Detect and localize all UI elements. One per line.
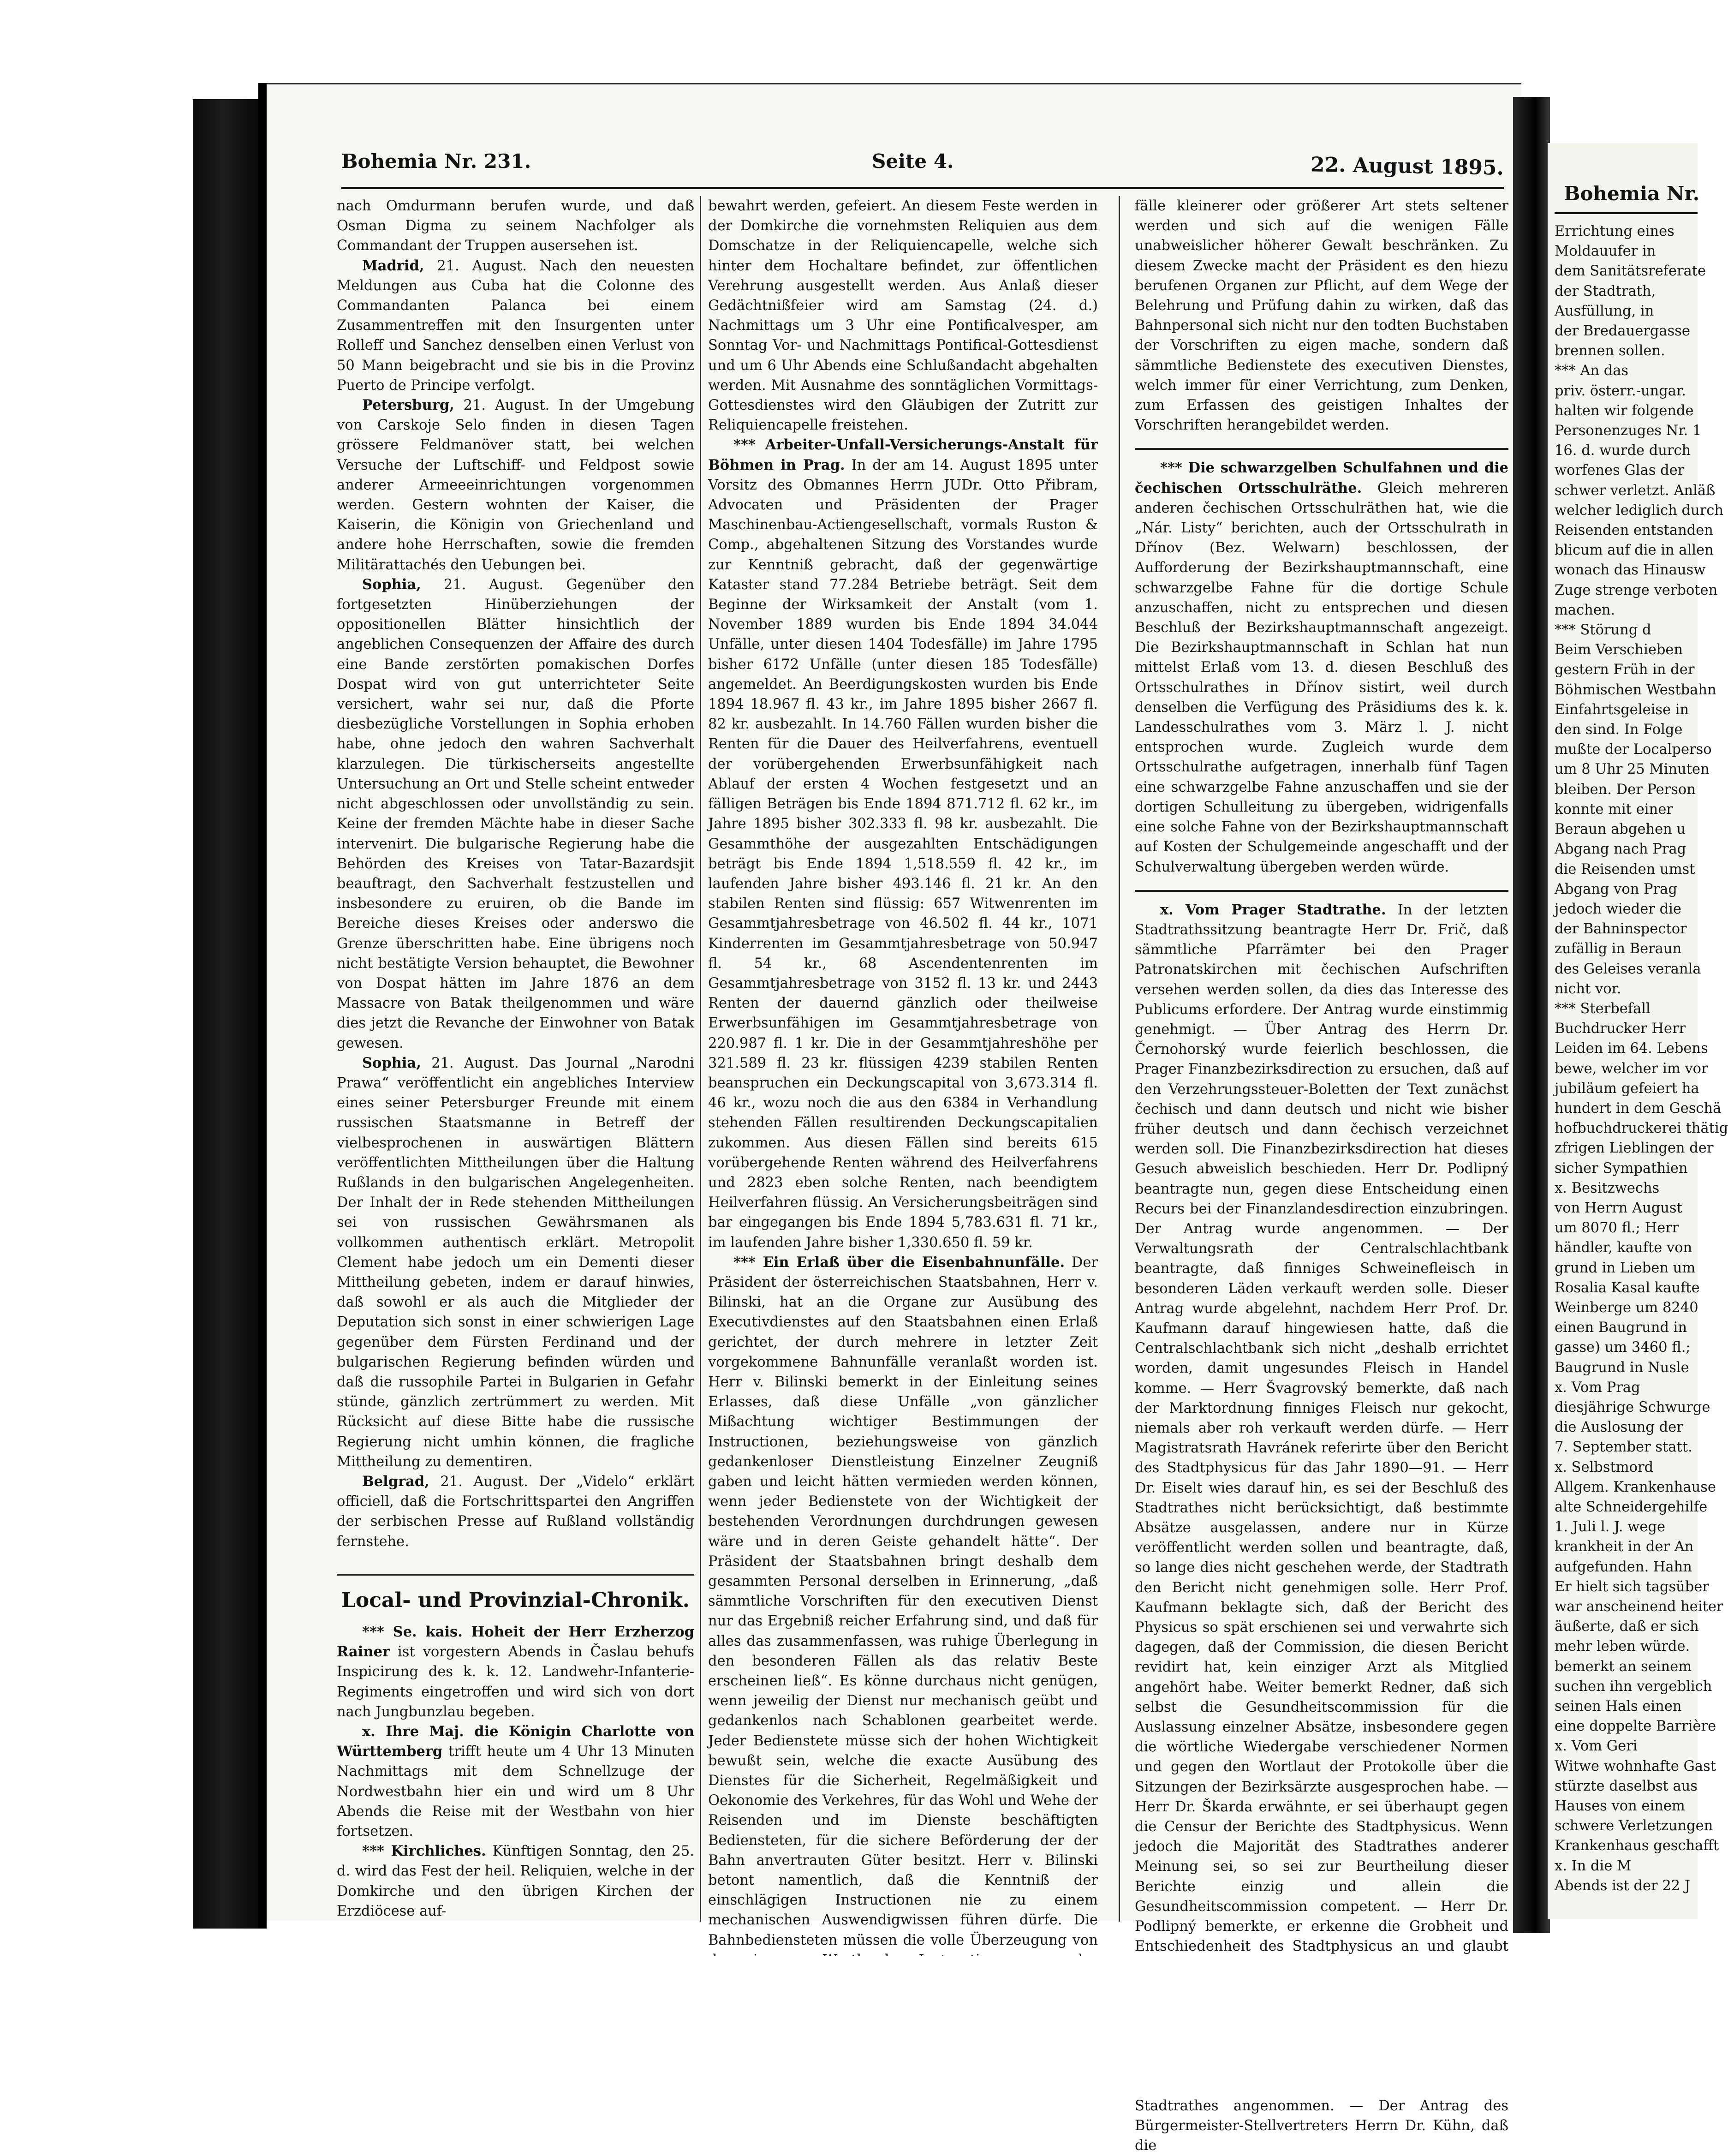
adjacent-page-header: Bohemia Nr. (1564, 182, 1700, 205)
page-header (341, 150, 1504, 178)
item-stadtrath-head: x. Vom Prager Stadtrathe. (1160, 901, 1386, 918)
adjacent-line: Leiden im 64. Lebens (1555, 1040, 1708, 1057)
news-madrid-body: 21. August. Nach den neuesten Meldungen aus Cuba hat die Colonne des Commandanten Palanca bei einem Zusammentreffen mit den Insurgenten unter Rolleff und Sanchez denselben einen Verlust von 50 Mann beigebracht und sie bis in die Provinz Puerto de Principe verfolgt. (337, 257, 694, 394)
adjacent-line: eine doppelte Barrière (1555, 1718, 1716, 1735)
book-spine (193, 99, 267, 1929)
column-divider-2 (1119, 196, 1120, 1922)
scan-margin-top (0, 0, 1698, 85)
adjacent-line: alte Schneidergehilfe (1555, 1499, 1708, 1515)
issue-date: 22. August 1895. (1310, 153, 1504, 180)
adjacent-line: aufgefunden. Hahn (1555, 1559, 1692, 1575)
scan-margin-bottom (0, 1956, 1698, 2096)
article-continuation: fälle kleinerer oder größerer Art stets seltener werden und sich auf die wenigen Fälle unabweislicher höherer Gewalt beschränken. Zu diesem Zwecke macht der Präsident es den hiezu berufenen Organen zur Pflicht, auf dem Wege der Belehrung und Prüfung dahin zu wirken, daß das Bahnpersonal sich nicht nur den todten Buchstaben der Vorschriften zu eigen mache, sondern daß sämmtliche Bedienstete des executiven Dienstes, welch immer für einer Verrichtung, zum Denken, zum Erfassen des geistigen Inhaltes der Vorschriften herangebildet werden. (1135, 198, 1508, 434)
adjacent-line: suchen ihn vergeblich (1555, 1678, 1712, 1695)
adjacent-line: um 8070 fl.; Herr (1555, 1220, 1679, 1236)
item-koenigin-head: x. Ihre Maj. die Königin Charlotte von Württemberg (337, 1723, 694, 1760)
item-kirchliches (337, 1841, 694, 1921)
page-gutter (1513, 97, 1550, 1933)
adjacent-line: Böhmischen Westbahn (1555, 681, 1716, 698)
adjacent-line: um 8 Uhr 25 Minuten (1555, 761, 1710, 778)
adjacent-line: x. Vom Geri (1555, 1738, 1638, 1755)
adjacent-line: brennen sollen. (1555, 343, 1665, 359)
paper-issue: Bohemia Nr. 231. (341, 150, 531, 173)
adjacent-line: Krankenhaus geschafft (1555, 1838, 1719, 1854)
adjacent-line: zufällig in Beraun (1555, 941, 1682, 957)
adjacent-line: stürzte daselbst aus (1555, 1778, 1698, 1794)
adjacent-line: zfrigen Lieblingen der (1555, 1140, 1714, 1157)
adjacent-line: Er hielt sich tagsüber (1555, 1578, 1709, 1595)
page-number: Seite 4. (872, 150, 954, 173)
adjacent-line: Moldauufer in (1555, 243, 1656, 260)
item-kirchliches-head: *** Kirchliches. (362, 1843, 486, 1860)
adjacent-line: *** An das (1555, 363, 1629, 379)
adjacent-line: schwere Verletzungen (1555, 1818, 1713, 1834)
adjacent-line: Abgang nach Prag (1555, 841, 1686, 858)
adjacent-line: Personenzuges Nr. 1 (1555, 423, 1702, 439)
section-rule (337, 1574, 694, 1576)
adjacent-line: Abgang von Prag (1555, 881, 1677, 897)
header-rule (341, 187, 1504, 189)
adjacent-line: Witwe wohnhafte Gast (1555, 1758, 1716, 1774)
adjacent-line: x. Vom Prag (1555, 1379, 1640, 1396)
item-schulfahnen (1135, 458, 1508, 877)
item-arbeiter-unfall (708, 435, 1098, 1252)
adjacent-line: Zuge strenge verboten (1555, 582, 1718, 598)
news-sophia-1-body: 21. August. Gegenüber den fortgesetzten Hinüberziehungen der oppositionellen Blätter hinsichtlich der angeblichen Consequenzen der Affaire des durch eine Bande zerstörten pomakischen Dorfes Dospat wird von gut unterrichteter Seite versichert, wahr sei nur, daß die Pforte diesbezügliche Vorstellungen in Sophia erhoben habe, ohne jedoch den wahren Sachverhalt klarzulegen. Die türkischerseits angestellte Untersuchung an Ort und Stelle scheint entweder nicht abgeschlossen oder unvollständig zu sein. Keine der fremden Mächte habe in dieser Sache intervenirt. Die bulgarische Regierung habe die Behörden des Kreises von Tatar-Bazardsjit beauftragt, den Sachverhalt festzustellen und insbesondere zu eruiren, ob die Bande im Bereiche dieses Kreises oder anderswo die Grenze überschritten habe. Eine übrigens noch nicht bestätigte Version behauptet, die Bewohner von Dospat hätten im Jahre 1876 an dem Massacre von Batak theilgenommen und wäre dies jetzt die Revanche der Einwohner von Batak gewesen. (337, 576, 694, 1051)
item-erzherzog (337, 1622, 694, 1722)
item-rule (1135, 448, 1508, 450)
adjacent-line: x. In die M (1555, 1857, 1632, 1874)
adjacent-line: halten wir folgende (1555, 402, 1694, 419)
adjacent-line: äußerte, daß er sich (1555, 1618, 1699, 1635)
adjacent-line: machen. (1555, 602, 1615, 618)
item-kirchliches-body: Künftigen Sonntag, den 25. d. wird das Fest der heil. Reliquien, welche in der Domkirche und den übrigen Kirchen der Erzdiöcese auf- (337, 1843, 694, 1919)
book-spine-edge (258, 83, 267, 1929)
column-divider-1 (700, 196, 701, 1922)
item-koenigin (337, 1722, 694, 1841)
news-petersburg-body: 21. August. In der Umgebung von Carskoje Selo finden in diesen Tagen grössere Feldmanöver statt, bei welchen Versuche der Luftschiff- und Feldpost sowie anderer Armeeeinrichtungen vorgenommen werden. Gestern wohnten der Kaiser, die Kaiserin, die Königin von Griechenland und andere hohe Herrschaften, sowie die fremden Militärattachés den Uebungen bei. (337, 397, 694, 573)
adjacent-line: mehr leben würde. (1555, 1638, 1690, 1655)
adjacent-line: *** Störung d (1555, 622, 1651, 639)
adjacent-line: bewe, welcher im vor (1555, 1060, 1708, 1077)
news-sophia-2 (337, 1053, 694, 1472)
adjacent-line: sicher Sympathien (1555, 1160, 1688, 1177)
column-1 (337, 196, 694, 1921)
adjacent-line: Ausfüllung, in (1555, 303, 1654, 319)
adjacent-line: händler, kaufte von (1555, 1240, 1692, 1256)
column-3 (1135, 196, 1508, 2156)
adjacent-line: der Bahninspector (1555, 921, 1687, 938)
adjacent-line: priv. österr.-ungar. (1555, 382, 1686, 399)
item-erzherzog-head: *** Se. kais. Hoheit der Herr Erzherzog Rainer (337, 1624, 694, 1660)
adjacent-line: jedoch wieder die (1555, 901, 1681, 917)
adjacent-line: grund in Lieben um (1555, 1260, 1696, 1276)
adjacent-line: der Stadtrath, (1555, 283, 1656, 299)
adjacent-line: bleiben. Der Person (1555, 781, 1696, 798)
news-madrid (337, 256, 694, 395)
adjacent-line: von Herrn August (1555, 1200, 1682, 1216)
adjacent-line: war anscheinend heiter (1555, 1599, 1723, 1615)
adjacent-line: Buchdrucker Herr (1555, 1021, 1686, 1037)
dateline-sophia-1: Sophia, (362, 576, 421, 593)
adjacent-line: gestern Früh in der (1555, 662, 1695, 678)
adjacent-line: Baugrund in Nusle (1555, 1359, 1689, 1376)
adjacent-line: Hauses von einem (1555, 1798, 1685, 1815)
adjacent-line: Weinberge um 8240 (1555, 1299, 1698, 1316)
adjacent-line: diesjährige Schwurge (1555, 1399, 1710, 1415)
item-erlass-body: Der Präsident der österreichischen Staatsbahnen, Herr v. Bilinski, hat an die Organe zur Ausübung des Executivdienstes auf den Staatsbahnen einen Erlaß gerichtet, der durch mehrere in letzter Zeit vorgekommene Bahnunfälle veranlaßt worden ist. Herr v. Bilinski bemerkt in der Einleitung seines Erlasses, daß diese Unfälle „von gänzlicher Mißachtung wichtiger Bestimmungen der Instructionen, beziehungsweise von gänzlich gedankenloser Dienstleistung Einzelner Zeugniß gaben und leicht hätten vermieden werden können, wenn jeder Bedienstete von der Wichtigkeit der bestehenden Verordnungen durchdrungen gewesen wäre und in deren Geiste gehandelt hätte“. Der Präsident der Staatsbahnen bringt deshalb dem gesammten Personal derselben in Erinnerung, „daß sämmtliche Vorschriften für den executiven Dienst nur das Ergebniß reicher Erfahrung sind, und daß für alles das zusammenfassen, was ruhige Überlegung in den besonderen Fällen als das relativ Beste erscheinen ließ“. Es könne durchaus nicht genügen, wenn jeweilig der Dienst nur mechanisch geübt und gedankenlos nach Schablonen gearbeitet werde. Jeder Bedienstete müsse sich der hohen Wichtigkeit bewußt sein, welche die exacte Ausübung des Dienstes für die Sicherheit, Regelmäßigkeit und Oekonomie des Verkehres, für das Wohl und Wehe der Reisenden und im Dienste beschäftigten Bediensteten, für die sichere Beförderung der der Bahn anvertrauten Güter besitzt. Herr v. Bilinski betont namentlich, daß die Kenntniß der einschlägigen Instructionen nie zu einem mechanischen Auswendigwissen führen dürfe. Die Bahnbediensteten müssen die volle Überzeugung von (708, 1254, 1098, 1948)
adjacent-line: jubiläum gefeiert ha (1555, 1080, 1699, 1097)
item-schulfahnen-body: Gleich mehreren anderen čechischen Ortsschulräthen hat, wie die „Nár. Listy“ berichten, auch der Ortsschulrath in Dřínov (Bez. Welwarn) beschlossen, der Aufforderung der Bezirkshauptmannschaft, eine schwarzgelbe Fahne für die dortige Schule anzuschaffen, nicht zu entsprechen und diesen Beschluß der Bezirkshauptmannschaft angezeigt. Die Bezirkshauptmannschaft in Schlan hat nun mittelst Erlaß vom 13. d. diesen Beschluß des Ortsschulrathes in Dřínov sistirt, weil durch denselben die Verfügung des Präsidiums des k. k. Landesschulrathes vom 3. März l. J. nicht entsprochen wurde. Zugleich wurde dem Ortsschulrathe aufgetragen, innerhalb fünf Tagen eine schwarzgelbe Fahne anzuschaffen und sie der dortigen Schulleitung zu übergeben, widrigenfalls eine solche Fahne von der Bezirkshauptmannschaft auf Kosten der Schulgemeinde angeschafft und der Schulverwaltung übergeben werden würde. (1135, 480, 1508, 875)
item-rule (1135, 890, 1508, 892)
dateline-belgrad: Belgrad, (362, 1473, 429, 1490)
adjacent-line: die Reisenden umst (1555, 861, 1695, 878)
news-sophia-1 (337, 575, 694, 1053)
news-belgrad (337, 1472, 694, 1552)
adjacent-line: mußte der Localperso (1555, 741, 1712, 758)
adjacent-line: bemerkt an seinem (1555, 1658, 1692, 1675)
adjacent-line: hofbuchdruckerei thätig (1555, 1120, 1728, 1137)
adjacent-line: x. Selbstmord (1555, 1459, 1654, 1475)
adjacent-line: schwer verletzt. Anläß (1555, 482, 1716, 499)
adjacent-line: Rosalia Kasal kaufte (1555, 1279, 1700, 1296)
column-2 (708, 196, 1098, 2050)
item-erlass-head: *** Ein Erlaß über die Eisenbahnunfälle. (733, 1254, 1065, 1271)
adjacent-line: Allgem. Krankenhause (1555, 1479, 1716, 1495)
adjacent-line: Errichtung eines (1555, 223, 1674, 239)
item-koenigin-body: trifft heute um 4 Uhr 13 Minuten Nachmittags mit dem Schnellzuge der Nordwestbahn hier ein und wird um 8 Uhr Abends die Reise mit der Westbahn von hier fortsetzen. (337, 1744, 694, 1840)
adjacent-line: konnte mit einer (1555, 801, 1673, 818)
adjacent-line: der Bredauergasse (1555, 323, 1690, 340)
adjacent-line: Einfahrtsgeleise in (1555, 701, 1689, 718)
dateline-petersburg: Petersburg, (362, 397, 454, 414)
adjacent-line: des Geleises veranla (1555, 961, 1701, 977)
adjacent-line: *** Sterbefall (1555, 1000, 1651, 1017)
dateline-madrid: Madrid, (362, 257, 424, 274)
adjacent-header-rule (1555, 212, 1698, 214)
item-stadtrath-body: In der letzten Stadtrathssitzung beantragte Herr Dr. Frič, daß sämmtliche Pfarrämter bei den Prager Patronatskirchen mit čechischen Aufschriften versehen werden sollen, da dies das Interesse des Publicums erfordere. Der Antrag wurde einstimmig genehmigt. — Über Antrag des Herrn Dr. Černohorský wurde feierlich beschlossen, die Prager Finanzbezirksdirection zu ersuchen, daß auf den Verzehrungssteuer-Boletten der Text zunächst čechisch und dann deutsch und nicht wie bisher früher deutsch und dann čechisch verzeichnet werden soll. Die Finanzbezirksdirection hat dieses Gesuch abweislich beschieden. Herr Dr. Podlipný beantragte nun, gegen diese Entscheidung einen Recurs bei der Finanzlandesdirection einzubringen. Der Antrag wurde angenommen. — Der Verwaltungsrath der Centralschlachtbank beantragte, daß finniges Schweinefleisch in besonderen Läden verkauft werden solle. Dieser Antrag wurde abgelehnt, nachdem Herr Prof. Dr. Kaufmann darauf hingewiesen hatte, daß die Centralschlachtbank sich nicht „deshalb errichtet worden, damit ungesundes Fleisch in Handel komme. — Herr Švagrovský bemerkte, daß nach der Marktordnung finniges Fleisch nur gekocht, niemals aber roh verkauft werden dürfe. — Herr Magistratsrath Havránek referirte über den Bericht des Stadtphysicus für das Jahr 1890—91. — Herr Dr. Eiselt wies darauf hin, es sei der Beschluß des Stadtrathes nicht berücksichtigt, daß bestimmte Absätze ausgelassen, andere nur in Kürze veröffentlicht werden sollen und beantragte, daß, so lange dies nicht geschehen werde, der Stadtrath den Bericht nicht genehmigen solle. Herr Prof. Kaufmann beklagte sich, daß der Bericht des Physicus so spät erschienen sei und verwahrte sich dagegen, daß der Commission, die diesen Bericht revidirt hat, kein einziger Arzt als Mitglied angehört habe. Weiter bemerkt Redner, daß sich selbst die Gesundheitscommission für die Auslassung einzelner Absätze, insbesondere gegen die wörtliche Wiedergabe verschiedener Normen und gegen den Wortlaut der Protokolle über die Sitzungen der Bezirksärzte ausgesprochen habe. — Herr Dr. Škarda erwähnte, er sei überhaupt gegen die Censur der Berichte des Stadtphysicus. Wenn jedoch die Majorität des Stadtrathes anderer Meinung sei, so sei zur Beurtheilung dieser Berichte einzig und allein die Gesundheitscommission competent. — Herr Dr. Podlipný bemerkte, er erkenne die Grobheit und Entschiedenheit des Stadtphysicus an und glaubt Stadtrathes angenommen. — Der Antrag des Bürgermeister-Stellvertreters Herrn Dr. Kühn, daß die (1135, 902, 1508, 2154)
item-arbeiter-unfall-body: In der am 14. August 1895 unter Vorsitz des Obmannes Herrn JUDr. Otto Přibram, Advocaten und Präsidenten der Prager Maschinenbau-Actiengesellschaft, vormals Ruston & Comp., abgehaltenen Sitzung des Vorstandes wurde zur Kenntniß gebracht, daß der gegenwärtige Kataster stand 77.284 Betriebe beträgt. Seit dem Beginne der Wirksamkeit der Anstalt (vom 1. November 1889 wurden bis Ende 1894 34.044 Unfälle, unter diesen 1404 Todesfälle) im Jahre 1795 bisher 6172 Unfälle (unter diesen 185 Todesfälle) angemeldet. An Beerdigungskosten wurden bis Ende 1894 18.967 fl. 43 kr., im Jahre 1895 bisher 2667 fl. 82 kr. ausbezahlt. In 14.760 Fällen wurden bisher die Renten für die Dauer des Heilverfahrens, eventuell der vorübergehenden Erwerbsunfähigkeit nach Ablauf der ersten 4 Wochen festgesetzt und an fälligen Beträgen bis Ende 1894 871.712 fl. 62 kr., im Jahre 1895 bisher 302.333 fl. 98 kr. ausbezahlt. Die Gesammthöhe der ausgezahlten Entschädigungen beträgt bis Ende 1894 1,518.559 fl. 42 kr., im laufenden Jahre bisher 493.146 fl. 21 kr. An den stabilen Renten sind flüssig: 657 Witwenrenten im Gesammtjahresbetrage von 46.502 fl. 44 kr., 1071 Kinderrenten im Gesammtjahresbetrage von 50.947 fl. 54 kr., 68 Ascendentenrenten im Gesammtjahresbetrage von 3152 fl. 13 kr. und 2443 Renten der dauernd gänzlich oder theilweise Erwerbsunfähigen im Gesammtjahresbetrage von 220.987 fl. 1 kr. Die in der Gesammtjahreshöhe per 321.589 fl. 23 kr. flüssigen 4239 stabilen Renten beanspruchen ein Deckungscapital von 3,673.314 fl. 46 kr., wozu noch die aus den 6384 in Verhandlung stehenden Fällen resultirenden Deckungscapitalien zukommen. Aus diesen Fällen sind bereits 615 vorübergehende Renten während des Heilverfahrens und 2823 eben solche Renten, nach beendigtem Heilverfahren flüssig. An Versicherungsbeiträgen sind bar eingegangen bis Ende 1894 5,783.631 fl. 71 kr., im laufenden Jahre bisher 1,330.650 fl. 59 kr. (708, 457, 1098, 1251)
adjacent-line: blicum auf die in allen (1555, 542, 1714, 559)
item-schulfahnen-head: *** Die schwarzgelben Schulfahnen und die čechischen Ortsschulräthe. (1135, 460, 1508, 496)
adjacent-line: Reisenden entstanden (1555, 522, 1713, 539)
adjacent-line: die Auslosung der (1555, 1419, 1683, 1436)
adjacent-line: Abends ist der 22 J (1555, 1877, 1691, 1894)
section-title: Local- und Provinzial-Chronik. (341, 1588, 690, 1612)
adjacent-line: nicht vor. (1555, 980, 1621, 997)
adjacent-line: gasse) um 3460 fl.; (1555, 1339, 1691, 1356)
adjacent-line: Beraun abgehen u (1555, 821, 1686, 838)
adjacent-line: 16. d. wurde durch (1555, 442, 1691, 459)
adjacent-page-column (1555, 221, 1728, 1896)
adjacent-line: dem Sanitätsreferate (1555, 263, 1706, 280)
adjacent-line: 7. September statt. (1555, 1439, 1692, 1456)
adjacent-line: einen Baugrund in (1555, 1320, 1687, 1336)
adjacent-line: wonach das Hinausw (1555, 562, 1706, 579)
dateline-sophia-2: Sophia, (362, 1054, 421, 1071)
news-petersburg (337, 395, 694, 575)
news-sophia-2-body: 21. August. Das Journal „Narodni Prawa“ veröffentlicht ein angebliches Interview eines seiner Petersburger Freunde mit einem russischen Staatsmanne in Betreff der vielbesprochenen in auswärtigen Blättern veröffentlichten Mittheilungen über die Haltung Rußlands in den bulgarischen Angelegenheiten. Der Inhalt der in Rede stehenden Mittheilungen sei von russischen Gewährsmanen als vollkommen authentisch erklärt. Metropolit Clement habe jedoch um ein Dementi dieser Mittheilung gebeten, indem er darauf hinwies, daß sowohl er als auch die Mitglieder der Deputation sich sonst in einer schwierigen Lage gegenüber dem Fürsten Ferdinand und der bulgarischen Regierung befinden würden und daß die russophile Partei in Bulgarien in Gefahr stünde, gänzlich zertrümmert zu werden. Mit Rücksicht auf diese Bitte habe die russische Regierung nicht umhin können, die fragliche Mittheilung zu dementiren. (337, 1055, 694, 1470)
adjacent-line: krankheit in der An (1555, 1539, 1694, 1555)
adjacent-line: den sind. In Folge (1555, 722, 1683, 738)
article-continuation: nach Omdurmann berufen wurde, und daß Osman Digma zu seinem Nachfolger als Commandant der Truppen ausersehen ist. (337, 198, 694, 254)
adjacent-line: seinen Hals einen (1555, 1698, 1682, 1715)
news-belgrad-body: 21. August. Der „Videlo“ erklärt officiell, daß die Fortschrittspartei den Angriffen der serbischen Presse auf Rußland vollständig fernstehe. (337, 1474, 694, 1550)
item-erlass (708, 1253, 1098, 2050)
adjacent-line: hundert in dem Geschä (1555, 1100, 1722, 1117)
item-arbeiter-unfall-head: *** Arbeiter-Unfall-Versicherungs-Anstalt für Böhmen in Prag. (708, 436, 1098, 473)
adjacent-line: Beim Verschieben (1555, 642, 1683, 658)
adjacent-line: 1. Juli l. J. wege (1555, 1519, 1665, 1535)
adjacent-line: worfenes Glas der (1555, 462, 1685, 479)
adjacent-line: x. Besitzwechs (1555, 1180, 1660, 1196)
article-continuation: bewahrt werden, gefeiert. An diesem Feste werden in der Domkirche die vornehmsten Reliquien aus dem Domschatze in der Reliquiencapelle, welche sich hinter dem Hochaltare befindet, zur öffentlichen Verehrung ausgestellt werden. Aus Anlaß dieser Gedächtnißfeier wird am Samstag (24. d.) Nachmittags um 3 Uhr eine Pontificalvesper, am Sonntag Vor- und Nachmittags Pontifical-Gottesdienst und um 6 Uhr Abends eine Schlußandacht abgehalten werden. Mit Ausnahme des sonntäglichen Vormittags-Gottesdienstes wird den Gläubigen der Zutritt zur Reliquiencapelle freistehen. (708, 198, 1098, 434)
adjacent-line: welcher lediglich durch (1555, 502, 1723, 519)
item-erzherzog-body: ist vorgestern Abends in Časlau behufs Inspicirung des k. k. 12. Landwehr-Infanterie-Regiments eingetroffen und wird sich von dort nach Jungbunzlau begeben. (337, 1644, 694, 1720)
